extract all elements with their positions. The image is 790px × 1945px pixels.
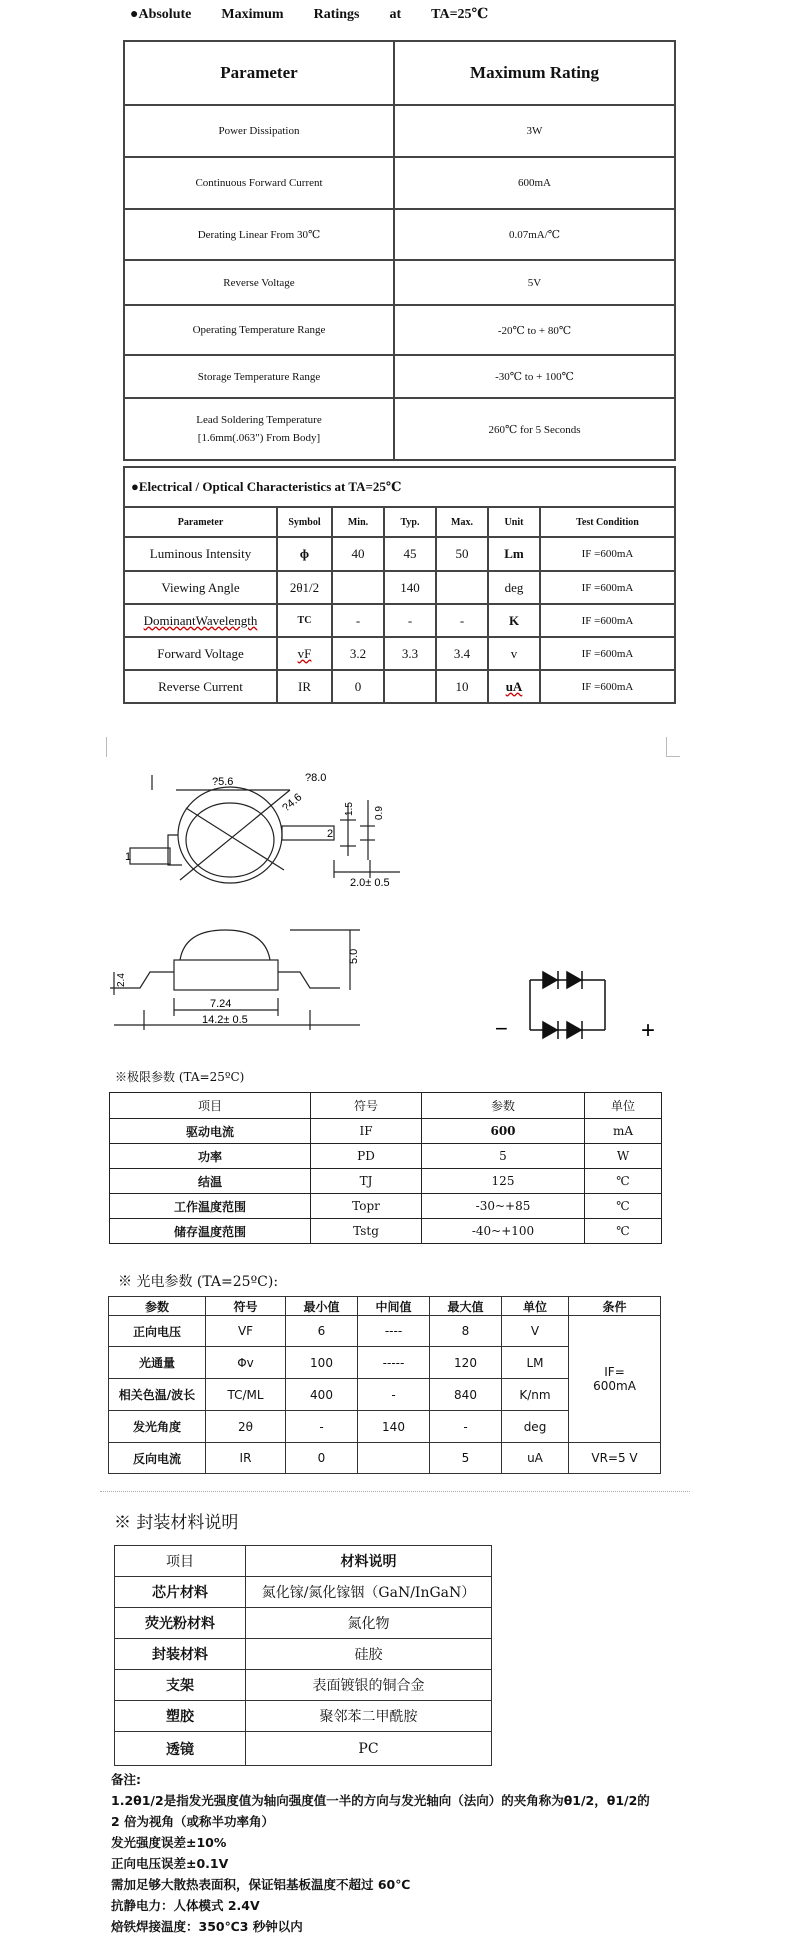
cond-cell: IF =600mA [540,670,675,703]
param-cell: Viewing Angle [124,571,277,604]
param-line: [1.6mm(.063") From Body] [197,432,321,444]
header-cell: 条件 [569,1297,661,1316]
typ-cell [384,670,436,703]
table-row [124,537,675,571]
note-line: 焙铁焊接温度：350℃3 秒钟以内 [111,1919,303,1934]
item-cell: 塑胶 [115,1701,246,1732]
min-cell: 0 [332,670,384,703]
unit-cell: deg [488,571,540,604]
typ-cell: 45 [384,537,436,571]
table-header-row [124,507,675,537]
table-row [115,1701,492,1732]
title-word: at [389,7,402,22]
table-row [110,1219,662,1244]
note-line: 发光强度误差±10% [111,1835,227,1850]
mid-cell: 140 [358,1411,430,1443]
value-cell: 3W [394,105,675,157]
title-word: TA=25℃ [431,7,489,22]
header-cell: Min. [332,507,384,537]
header-max-rating: Maximum Rating [394,41,675,105]
item-cell: 透镜 [115,1732,246,1766]
unit-cell: deg [502,1411,569,1443]
header-cell: Parameter [124,507,277,537]
param-cell: Power Dissipation [124,105,394,157]
pin-2-label: 2 [327,828,334,840]
symbol-cell: IF [311,1119,422,1144]
min-cell: 6 [286,1316,358,1347]
max-cell: 8 [430,1316,502,1347]
table-header-row [115,1546,492,1577]
param-cell: 反向电流 [109,1443,206,1474]
header-cell: Max. [436,507,488,537]
param-cell: 相关色温/波长 [109,1379,206,1411]
symbol-cell: IR [206,1443,286,1474]
table-row [115,1639,492,1670]
page-separator [100,1491,690,1492]
desc-cell: 表面镀银的铜合金 [246,1670,492,1701]
value-cell: 600 [422,1119,585,1144]
param-cell: Forward Voltage [124,637,277,670]
table-row [124,571,675,604]
unit-cell: uA [488,670,540,703]
symbol-cell: TJ [311,1169,422,1194]
max-cell: - [436,604,488,637]
table-row [124,604,675,637]
item-cell: 工作温度范围 [110,1194,311,1219]
page-corner-mark [106,737,107,757]
min-cell: 40 [332,537,384,571]
unit-cell: ℃ [585,1194,662,1219]
max-cell: 3.4 [436,637,488,670]
value-cell: 600mA [394,157,675,209]
dim-2-0: 2.0± 0.5 [350,877,390,889]
unit-cell: V [502,1316,569,1347]
table-header-row [110,1093,662,1119]
elec-title: ●Electrical / Optical Characteristics at TA=25℃ [124,467,675,507]
table-row [115,1608,492,1639]
param-cell: Reverse Voltage [124,260,394,305]
cond-cell: IF =600mA [540,604,675,637]
table-row [115,1670,492,1701]
package-table [114,1545,492,1766]
header-cell: 中间值 [358,1297,430,1316]
table-row [124,355,675,398]
header-cell: 参数 [109,1297,206,1316]
cond-cell: IF =600mA [540,637,675,670]
symbol-cell: 2θ1/2 [277,571,332,604]
unit-cell: K [488,604,540,637]
header-cell: 项目 [115,1546,246,1577]
table-row [110,1194,662,1219]
page-corner-mark [666,756,680,757]
symbol-cell: Topr [311,1194,422,1219]
symbol-cell: ɸ [277,537,332,571]
table-row [124,398,675,460]
item-cell: 芯片材料 [115,1577,246,1608]
header-cell: 符号 [206,1297,286,1316]
param-cell: Derating Linear From 30℃ [124,209,394,260]
table-row [124,157,675,209]
value-cell: -30~+85 [422,1194,585,1219]
condition-cell: IF= 600mA [569,1316,661,1443]
dim-5-0: 5.0 [348,948,360,964]
item-cell: 功率 [110,1144,311,1169]
symbol-cell: Φv [206,1347,286,1379]
item-cell: 封装材料 [115,1639,246,1670]
optical-title: ※ 光电参数 (TA=25ºC): [118,1274,279,1290]
desc-cell: PC [246,1732,492,1766]
mid-cell: ----- [358,1347,430,1379]
param-cell: 光通量 [109,1347,206,1379]
notes-label: 备注: [111,1772,141,1787]
min-cell: 0 [286,1443,358,1474]
value-cell: 5 [422,1144,585,1169]
param-cell [124,398,394,460]
param-cell: Reverse Current [124,670,277,703]
value-cell: 0.07mA/℃ [394,209,675,260]
symbol-cell: Tstg [311,1219,422,1244]
minus-terminal: − [495,1016,508,1041]
unit-cell: Lm [488,537,540,571]
dim-7-24: 7.24 [210,998,232,1010]
table-row [124,105,675,157]
value-cell: -30℃ to + 100℃ [394,355,675,398]
typ-cell: 140 [384,571,436,604]
max-cell: 50 [436,537,488,571]
symbol-cell: TC [277,604,332,637]
title-word: Maximum [221,7,284,22]
value-cell: -20℃ to + 80℃ [394,305,675,355]
header-cell: 材料说明 [246,1546,492,1577]
unit-cell: ℃ [585,1219,662,1244]
desc-cell: 硅胶 [246,1639,492,1670]
abs-max-table [123,40,676,461]
min-cell: 400 [286,1379,358,1411]
unit-cell: LM [502,1347,569,1379]
symbol-cell: IR [277,670,332,703]
table-row [124,260,675,305]
item-cell: 荧光粉材料 [115,1608,246,1639]
param-line: Lead Soldering Temperature [196,414,322,426]
mid-cell [358,1443,430,1474]
unit-cell: W [585,1144,662,1169]
dim-2-4: 2.4 [116,973,127,987]
item-cell: 结温 [110,1169,311,1194]
table-row [124,637,675,670]
dim-diameter-5-6: ?5.6 [212,776,234,788]
mid-cell: ---- [358,1316,430,1347]
note-line: 2 倍为视角（或称半功率角） [111,1814,275,1829]
header-parameter: Parameter [124,41,394,105]
table-row [115,1577,492,1608]
header-cell: 单位 [585,1093,662,1119]
min-cell: 100 [286,1347,358,1379]
symbol-cell: TC/ML [206,1379,286,1411]
min-cell: - [332,604,384,637]
package-title: ※ 封装材料说明 [114,1513,239,1533]
max-cell [436,571,488,604]
value-cell: 125 [422,1169,585,1194]
table-row [110,1119,662,1144]
page-corner-mark [666,737,667,757]
item-cell: 驱动电流 [110,1119,311,1144]
param-cell: DominantWavelength [124,604,277,637]
header-cell: 最大值 [430,1297,502,1316]
note-line: 1.2θ1/2是指发光强度值为轴向强度值一半的方向与发光轴向（法向）的夹角称为θ1/2，θ1/2的 [111,1793,650,1808]
max-cell: 120 [430,1347,502,1379]
param-cell: Continuous Forward Current [124,157,394,209]
title-word: ●Absolute [130,7,192,22]
header-cell: 最小值 [286,1297,358,1316]
table-header-row [124,41,675,105]
desc-cell: 聚邻苯二甲酰胺 [246,1701,492,1732]
min-cell: 3.2 [332,637,384,670]
value-cell: 260℃ for 5 Seconds [394,398,675,460]
condition-cell: VR=5 V [569,1443,661,1474]
unit-cell: v [488,637,540,670]
table-row [110,1169,662,1194]
note-line: 需加足够大散热表面积，保证铝基板温度不超过 60℃ [111,1877,411,1892]
plus-terminal: + [641,1017,656,1044]
symbol-cell: vF [277,637,332,670]
dim-diameter-8-0: ?8.0 [305,772,327,784]
header-cell: 项目 [110,1093,311,1119]
title-word: Ratings [313,7,360,22]
desc-cell: 氮化镓/氮化镓铟（GaN/InGaN） [246,1577,492,1608]
header-cell: Test Condition [540,507,675,537]
param-cell: 正向电压 [109,1316,206,1347]
limit-table [109,1092,662,1244]
param-cell: Storage Temperature Range [124,355,394,398]
header-cell: 符号 [311,1093,422,1119]
note-line: 正向电压误差±0.1V [111,1856,229,1871]
dim-14-2: 14.2± 0.5 [202,1014,248,1026]
dim-diameter-4-6: ?4.6 [280,791,305,815]
item-cell: 支架 [115,1670,246,1701]
unit-cell: K/nm [502,1379,569,1411]
dim-1-5: 1.5 [344,802,355,816]
max-cell: 10 [436,670,488,703]
cond-cell: IF =600mA [540,571,675,604]
table-row [115,1732,492,1766]
max-cell: - [430,1411,502,1443]
typ-cell: - [384,604,436,637]
header-cell: Unit [488,507,540,537]
table-header-row [109,1297,661,1316]
item-cell: 储存温度范围 [110,1219,311,1244]
param-cell: 发光角度 [109,1411,206,1443]
desc-cell: 氮化物 [246,1608,492,1639]
typ-cell: 3.3 [384,637,436,670]
top-view-drawing [100,760,440,910]
header-cell: 单位 [502,1297,569,1316]
note-line: 抗静电力：人体模式 2.4V [111,1898,260,1913]
symbol-cell: PD [311,1144,422,1169]
max-cell: 5 [430,1443,502,1474]
header-cell: Symbol [277,507,332,537]
pin-1-label: 1 [125,851,132,863]
table-row [110,1144,662,1169]
side-view-drawing [100,920,400,1040]
header-cell: Typ. [384,507,436,537]
cond-cell: IF =600mA [540,537,675,571]
abs-max-title [130,6,518,23]
optical-table [108,1296,661,1474]
min-cell [332,571,384,604]
mid-cell: - [358,1379,430,1411]
header-cell: 参数 [422,1093,585,1119]
unit-cell: uA [502,1443,569,1474]
table-row [109,1443,661,1474]
electrical-optical-table [123,466,676,704]
max-cell: 840 [430,1379,502,1411]
table-title-row [124,467,675,507]
unit-cell: ℃ [585,1169,662,1194]
symbol-cell: VF [206,1316,286,1347]
min-cell: - [286,1411,358,1443]
table-row [124,670,675,703]
table-row [124,305,675,355]
notes-block [111,1769,650,1937]
table-row [124,209,675,260]
dim-0-9: 0.9 [374,806,385,820]
value-cell: 5V [394,260,675,305]
diode-schematic [495,965,670,1050]
value-cell: -40~+100 [422,1219,585,1244]
symbol-cell: 2θ [206,1411,286,1443]
param-cell: Luminous Intensity [124,537,277,571]
table-row [109,1316,661,1347]
limit-title: ※极限参数 (TA=25ºC) [115,1070,245,1084]
unit-cell: mA [585,1119,662,1144]
param-cell: Operating Temperature Range [124,305,394,355]
